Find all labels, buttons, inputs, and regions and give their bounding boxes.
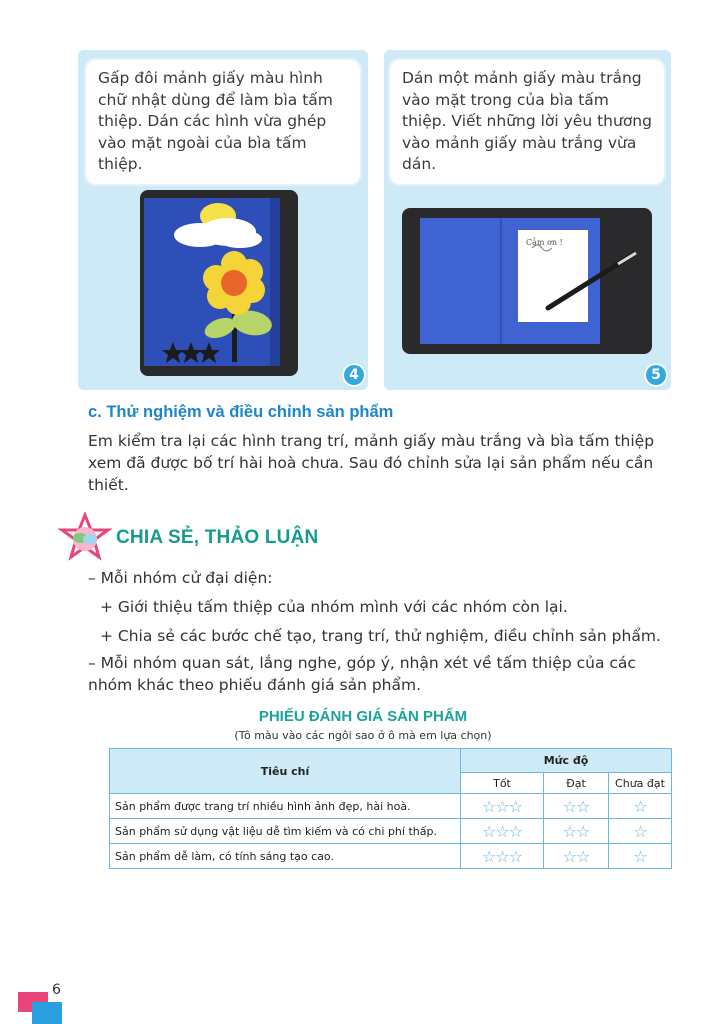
section-c-body: Em kiểm tra lại các hình trang trí, mảnh giấy màu trắng và bìa tấm thiệp xem đã được bố trí hài hoà chưa. Sau đó chỉnh sửa lại sản phẩm nếu cần thiết. — [88, 432, 655, 494]
card-front-illustration — [140, 190, 298, 376]
share-line-3: + Chia sẻ các bước chế tạo, trang trí, thử nghiệm, điều chỉnh sản phẩm. — [100, 627, 661, 645]
evaluation-table — [109, 748, 672, 869]
step-5-text: Dán một mảnh giấy màu trắng vào mặt trong của bìa tấm thiệp. Viết những lời yêu thương vào mảnh giấy màu trắng vừa dán. — [390, 60, 664, 184]
share-section-title: CHIA SẺ, THẢO LUẬN — [116, 527, 319, 548]
good-stars[interactable]: ☆☆☆ — [461, 819, 544, 844]
good-stars[interactable]: ☆☆☆ — [461, 794, 544, 819]
fail-stars[interactable]: ☆ — [609, 794, 672, 819]
table-subtitle: (Tô màu vào các ngôi sao ở ô mà em lựa chọn) — [234, 729, 492, 742]
table-title: PHIẾU ĐÁNH GIÁ SẢN PHẨM — [258, 708, 468, 725]
share-line-1: – Mỗi nhóm cử đại diện: — [88, 569, 273, 587]
page-number: 6 — [52, 982, 61, 998]
good-stars[interactable]: ☆☆☆ — [461, 844, 544, 869]
pass-stars[interactable]: ☆☆ — [544, 794, 609, 819]
pass-stars[interactable]: ☆☆ — [544, 844, 609, 869]
table-row — [110, 819, 672, 844]
criteria-header: Tiêu chí — [110, 749, 461, 794]
step-4-panel — [78, 50, 368, 390]
step-4-text: Gấp đôi mảnh giấy màu hình chữ nhật dùng để làm bìa tấm thiệp. Dán các hình vừa ghép vào mặt ngoài của bìa tấm thiệp. — [86, 60, 360, 184]
step-5-photo — [402, 208, 652, 354]
card-inside-illustration — [402, 208, 652, 354]
fail-stars[interactable]: ☆ — [609, 819, 672, 844]
step-5-badge: 5 — [644, 363, 668, 387]
step-4-badge: 4 — [342, 363, 366, 387]
criteria-cell: Sản phẩm dễ làm, có tính sáng tạo cao. — [110, 844, 461, 869]
criteria-cell: Sản phẩm sử dụng vật liệu dễ tìm kiếm và có chi phí thấp. — [110, 819, 461, 844]
share-line-2: + Giới thiệu tấm thiệp của nhóm mình với các nhóm còn lại. — [100, 598, 568, 616]
card-note-text: Cảm ơn ! — [526, 238, 563, 247]
step-4-photo — [140, 190, 298, 376]
good-header: Tốt — [461, 773, 544, 794]
share-line-4: – Mỗi nhóm quan sát, lắng nghe, góp ý, nhận xét về tấm thiệp của các nhóm khác theo phiếu đánh giá sản phẩm. — [88, 654, 636, 694]
level-header: Mức độ — [461, 749, 672, 773]
pass-stars[interactable]: ☆☆ — [544, 819, 609, 844]
page-corner-decoration — [18, 992, 64, 1024]
step-5-panel — [384, 50, 671, 390]
table-row — [110, 844, 672, 869]
discussion-badge-icon — [58, 512, 112, 566]
pass-header: Đạt — [544, 773, 609, 794]
section-c-title: c. Thử nghiệm và điều chỉnh sản phẩm — [88, 403, 394, 421]
fail-header: Chưa đạt — [609, 773, 672, 794]
fail-stars[interactable]: ☆ — [609, 844, 672, 869]
criteria-cell: Sản phẩm được trang trí nhiều hình ảnh đẹp, hài hoà. — [110, 794, 461, 819]
table-row — [110, 794, 672, 819]
